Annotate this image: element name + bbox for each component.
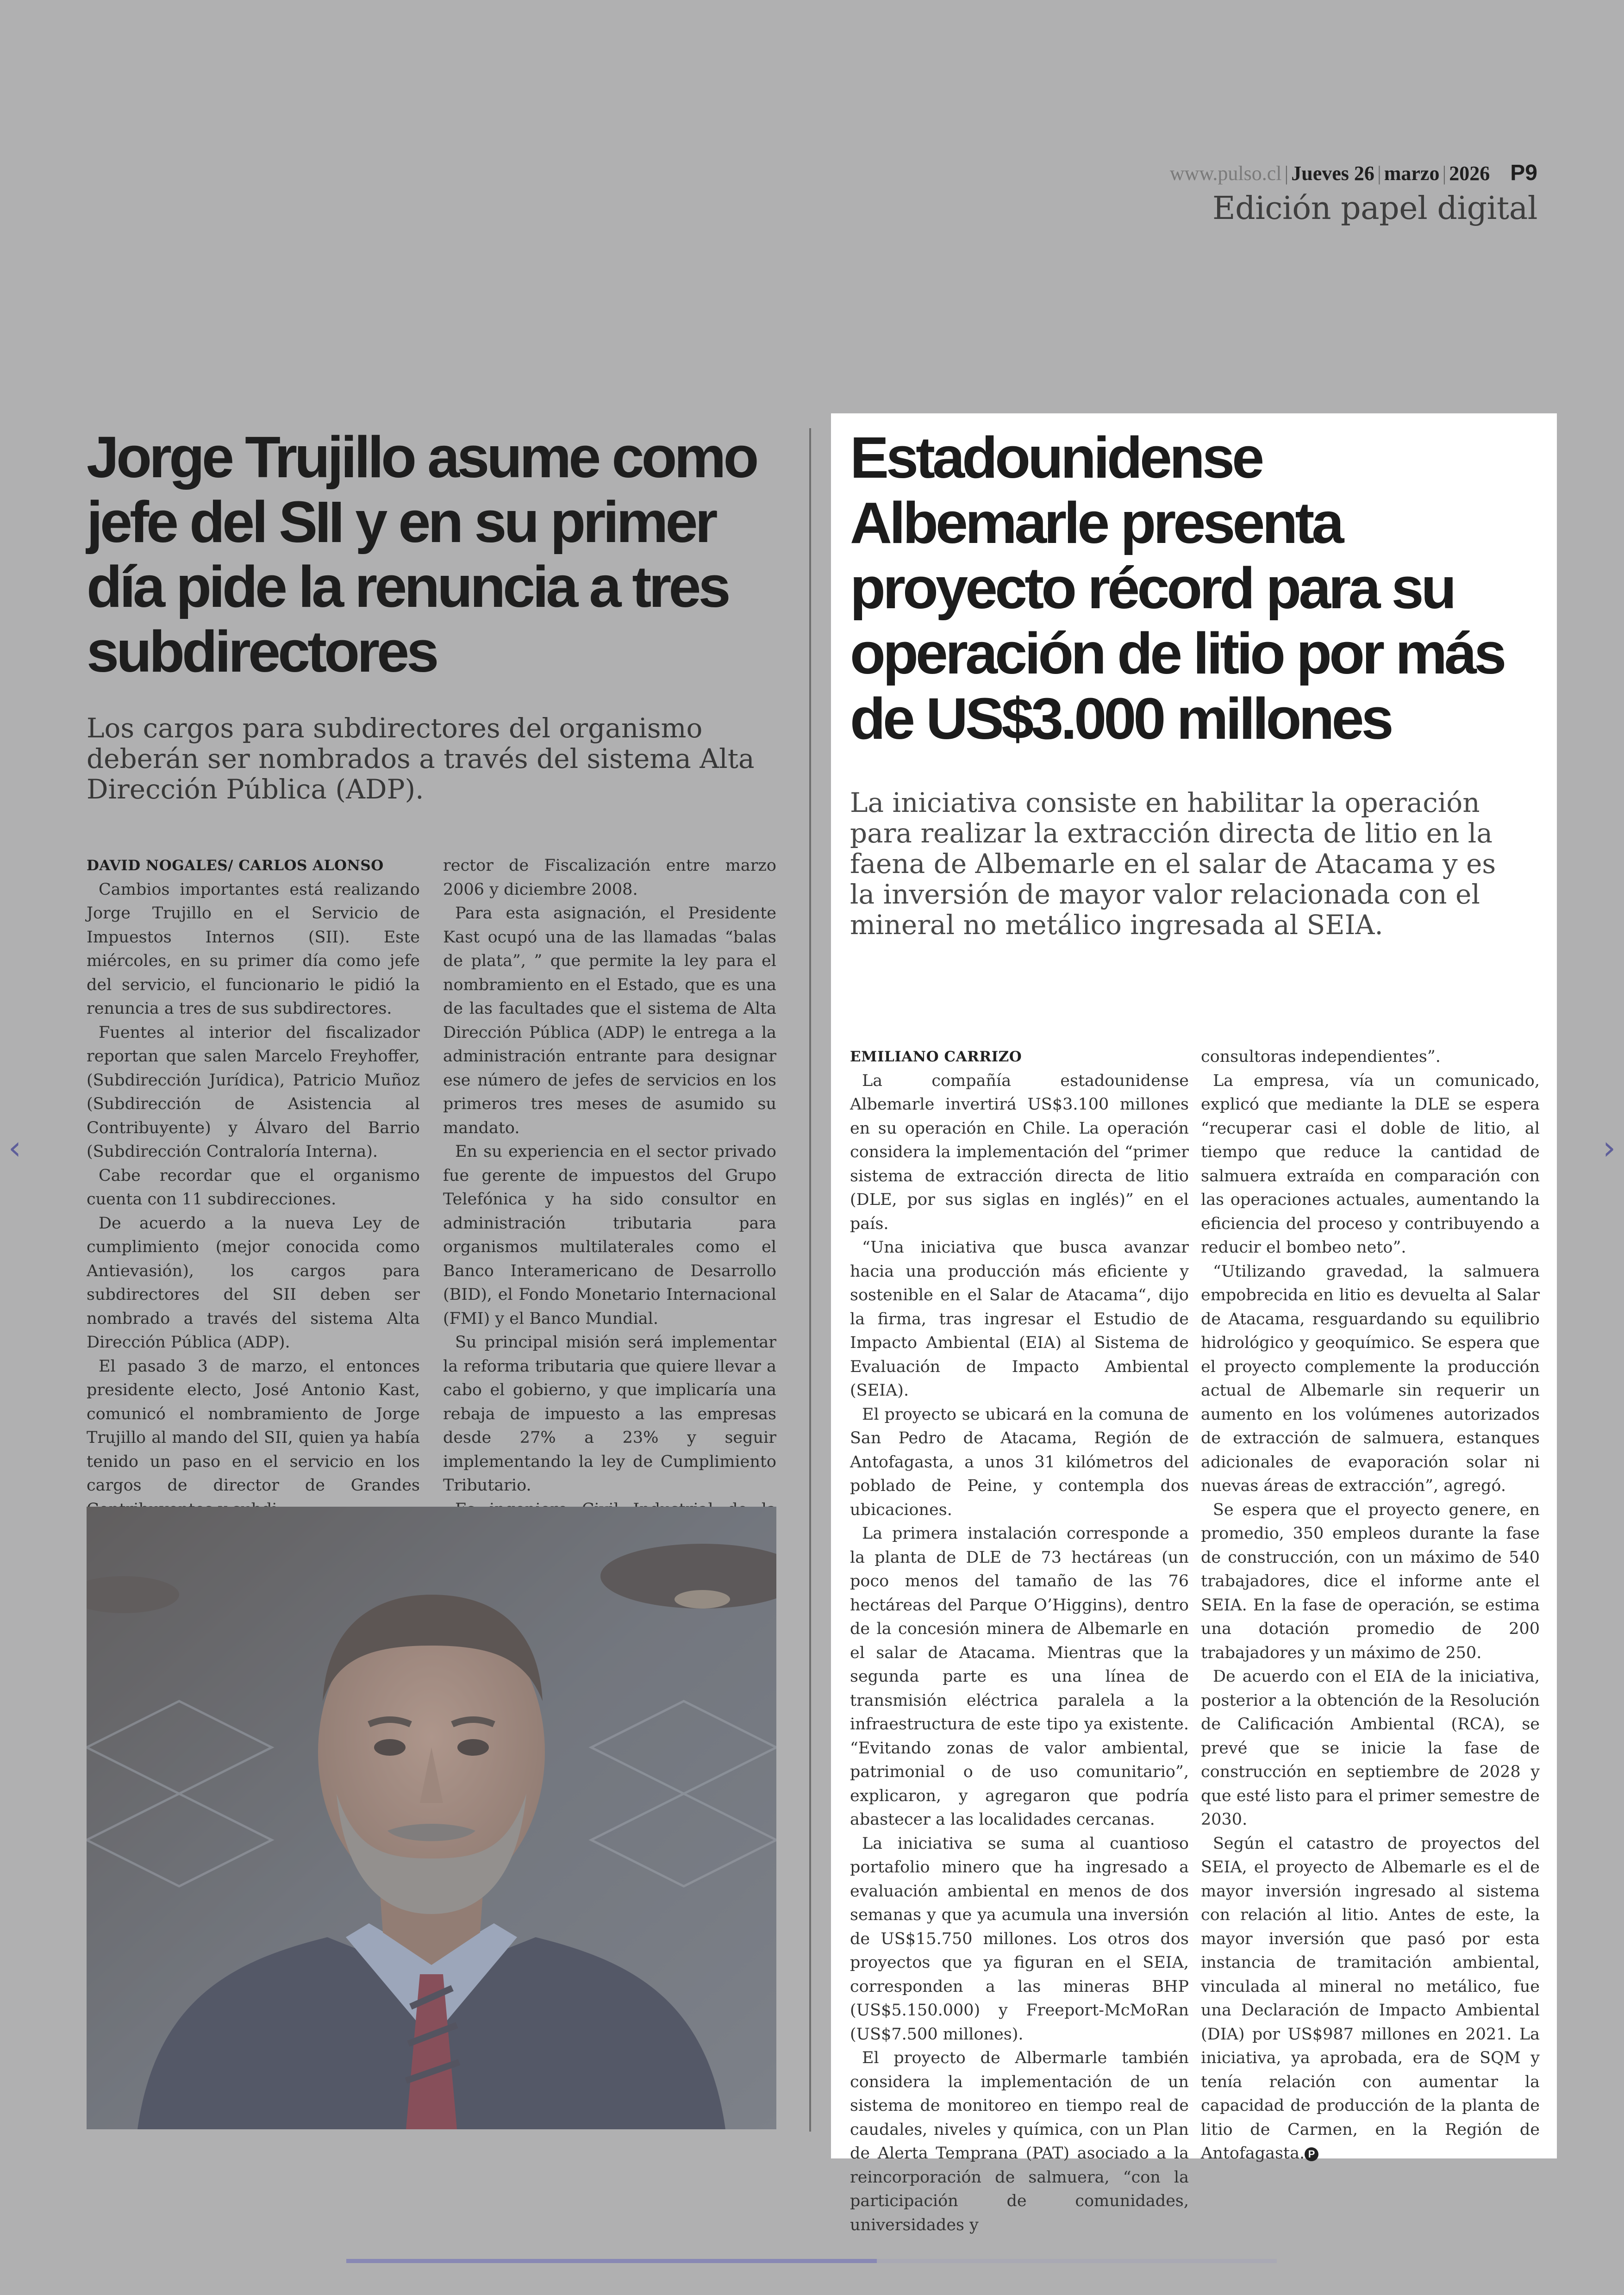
edition-label: Edición papel digital — [1212, 190, 1537, 227]
dateline-month: marzo — [1384, 162, 1440, 185]
prev-page-chevron-icon[interactable]: ‹ — [8, 1129, 21, 1167]
paragraph-last — [1201, 1832, 1540, 2166]
masthead — [1170, 160, 1537, 227]
dateline: www.pulso.cl | Jueves 26 | marzo | 2026 P9 — [1169, 161, 1537, 185]
column-divider — [809, 428, 811, 2132]
paragraph: Fuentes al interior del fiscalizador reportan que salen Marcelo Freyhoffer, (Subdirección Jurídica), Patricio Muñoz (Subdirección de Asistencia al Contribuyente) y Álvaro del Barrio (Subdirección Contraloría Interna). — [87, 1023, 420, 1161]
page-number: P9 — [1510, 161, 1537, 185]
end-mark-icon: P — [1305, 2147, 1318, 2161]
paragraph: De acuerdo a la nueva Ley de cumplimiento (mejor conocida como Antievasión), los cargos para subdirectores del SII deben ser nombrado a través del sistema Alta Dirección Pública (ADP). — [87, 1214, 420, 1352]
right-headline: Estadounidense Albemarle presenta proyecto récord para su operación de litio por más de US$3.000 millones — [850, 425, 1504, 751]
next-page-chevron-icon[interactable]: › — [1603, 1129, 1616, 1167]
site-link[interactable]: www.pulso.cl — [1169, 162, 1282, 185]
paragraph: rector de Fiscalización entre marzo 2006 y diciembre 2008. — [443, 856, 776, 899]
left-column-1 — [87, 854, 420, 1546]
paragraph: La empresa, vía un comunicado, explicó que mediante la DLE se espera “recuperar casi el doble de litio, al tiempo que reduce la cantidad de salmuera extraída en comparación con las operaciones actuales, aumentando la eficiencia del proceso y contribuyendo a reducir el bombeo neto”. — [1201, 1071, 1540, 1257]
paragraph: Cambios importantes está realizando Jorge Trujillo en el Servicio de Impuestos Internos (SII). Este miércoles, en su primer día como jefe del servicio, el funcionario le pidió la renuncia a tres de sus subdirectores. — [87, 880, 420, 1018]
paragraph: El proyecto se ubicará en la comuna de San Pedro de Atacama, Región de Antofagasta, a unos 31 kilómetros del poblado de Peine, y contempla dos ubicaciones. — [850, 1405, 1189, 1519]
paragraph: De acuerdo con el EIA de la iniciativa, posterior a la obtención de la Resolución de Calificación Ambiental (RCA), se prevé que se inicie la fase de construcción en septiembre de 2028 y que esté listo para el primer semestre de 2030. — [1201, 1667, 1540, 1829]
paragraph: El pasado 3 de marzo, el entonces presidente electo, José Antonio Kast, comunicó el nombramiento de Jorge Trujillo al mando del SII, quien ya había tenido un paso en el servicio en los cargos de director de Grandes — [87, 1357, 420, 1495]
paragraph: consultoras independientes”. — [1201, 1048, 1441, 1066]
right-byline: EMILIANO CARRIZO — [850, 1048, 1022, 1065]
right-column-2 — [1201, 1045, 1540, 2237]
paragraph: Su principal misión será implementar la reforma tributaria que quiere llevar a cabo el gobierno, y que implicaría una rebaja de impuesto a las empresas desde 27% a 23% y seguir implementando la ley de Cumplimiento Tributario. — [443, 1333, 776, 1495]
right-article-header — [850, 425, 1526, 940]
paragraph: El proyecto de Albermarle también considera la implementación de un sistema de monitoreo en tiempo real de caudales, niveles y química, con un Plan de Alerta Temprana (PAT) asociado a la reincorporación de salmuera, “con la participación de comunidades, universidades y — [850, 2049, 1189, 2234]
dateline-day: Jueves 26 — [1291, 162, 1374, 185]
paragraph: La primera instalación corresponde a la planta de DLE de 73 hectáreas (un poco menos del tamaño de las 76 hectáreas del Parque O’Higgins), dentro de la concesión minera de Albemarle en el salar de Atacama. Mientras que la segunda parte es una línea de transmisión eléctrica paralela a la infraestructura de este tipo ya existente. “Evitando zonas de valor ambiental, patrimonial o de uso comunitario”, explicaron, y agregaron que podría abastecer a las localidades cercanas. — [850, 1524, 1189, 1829]
left-byline: DAVID NOGALES/ CARLOS ALONSO — [87, 857, 384, 874]
paragraph: Se espera que el proyecto genere, en promedio, 350 empleos durante la fase de construcción, con un máximo de 540 trabajadores, dice el informe ante el SEIA. En la fase de operación, se estima una dotación promedio de 200 trabajadores y un máximo de 250. — [1201, 1500, 1540, 1662]
paragraph: Cabe recordar que el organismo cuenta con 11 subdirecciones. — [87, 1166, 420, 1209]
paragraph: Para esta asignación, el Presidente Kast ocupó una de las llamadas “balas de plata”, ” que permite la ley para el nombramiento en el Estado, que es una de las facultades que el sistema de Alta Dirección Pública (ADP) le entrega a la administración entrante para designar ese número de jefes de servicios en los primeros tres meses de asumido su mandato. — [443, 904, 776, 1137]
dateline-year: 2026 — [1449, 162, 1490, 185]
left-headline: Jorge Trujillo asume como jefe del SII y en su primer día pide la renuncia a tres subdirectores — [87, 424, 756, 684]
right-column-1 — [850, 1045, 1189, 2237]
left-article-header — [87, 425, 776, 804]
paragraph: La iniciativa se suma al cuantioso portafolio minero que ha ingresado a evaluación ambiental en menos de dos semanas y que ya acumula una inversión de US$15.750 millones. Los otros dos proyectos que ya figuran en el SEIA, corresponden a las mineras BHP (US$5.150.000) y Freeport-McMoRan (US$7.500 millones). — [850, 1834, 1189, 2044]
paragraph-last-text: Según el catastro de proyectos del SEIA, el proyecto de Albemarle es el de mayor inversión ingresado al sistema con relación al litio. Antes de este, la mayor inversión que pasó por esta instancia de tramitación ambiental, vinculada al mineral no metálico, fue una Declaración de Impacto Ambiental (DIA) por US$987 millones en 2021. La iniciativa, ya aprobada, era de SQM y tenía relación con aumentar la capacidad de producción de la planta de litio de Carmen, en la Región de Antofagasta. — [1201, 1834, 1540, 2163]
left-dek: Los cargos para subdirectores del organismo deberán ser nombrados a través del sistema Alta Dirección Pública (ADP). — [87, 712, 755, 805]
reading-progress-fill — [346, 2259, 877, 2263]
paragraph: La compañía estadounidense Albemarle invertirá US$3.100 millones en su operación en Chile. La operación considera la implementación del “primer sistema de extracción directa de litio (DLE, por sus siglas en inglés)” en el país. — [850, 1071, 1189, 1233]
paragraph: En su experiencia en el sector privado fue gerente de impuestos del Grupo Telefónica y ha sido consultor en administración tributaria para organismos multilaterales como el Banco Interamericano de Desarrollo (BID), el Fondo Monetario Internacional (FMI) y el Banco Mundial. — [443, 1142, 776, 1328]
paragraph: “Utilizando gravedad, la salmuera empobrecida en litio es devuelta al Salar de Atacama, resguardando su equilibrio hidrológico y geoquímico. Se espera que el proyecto complemente la producción actual de Albemarle sin requerir un aumento en los volúmenes autorizados de extracción de salmuera, estanques adicionales de evaporación solar ni nuevas áreas de extracción”, agregó. — [1201, 1262, 1540, 1495]
paragraph: “Una iniciativa que busca avanzar hacia una producción más eficiente y sostenible en el Salar de Atacama“, dijo la firma, tras ingresar el Estudio de Impacto Ambiental (EIA) al Sistema de Evaluación de Impacto Ambiental (SEIA). — [850, 1238, 1189, 1400]
portrait-photo — [87, 1507, 776, 2129]
left-column-2 — [443, 854, 776, 1546]
left-article-body — [87, 854, 776, 1546]
right-article-body — [850, 1045, 1540, 2237]
right-dek: La iniciativa consiste en habilitar la operación para realizar la extracción directa de litio en la faena de Albemarle en el salar de Atacama y es la inversión de mayor valor relacionada con el mineral no metálico ingresada al SEIA. — [850, 787, 1496, 941]
reading-progress-bar[interactable] — [346, 2259, 1277, 2263]
